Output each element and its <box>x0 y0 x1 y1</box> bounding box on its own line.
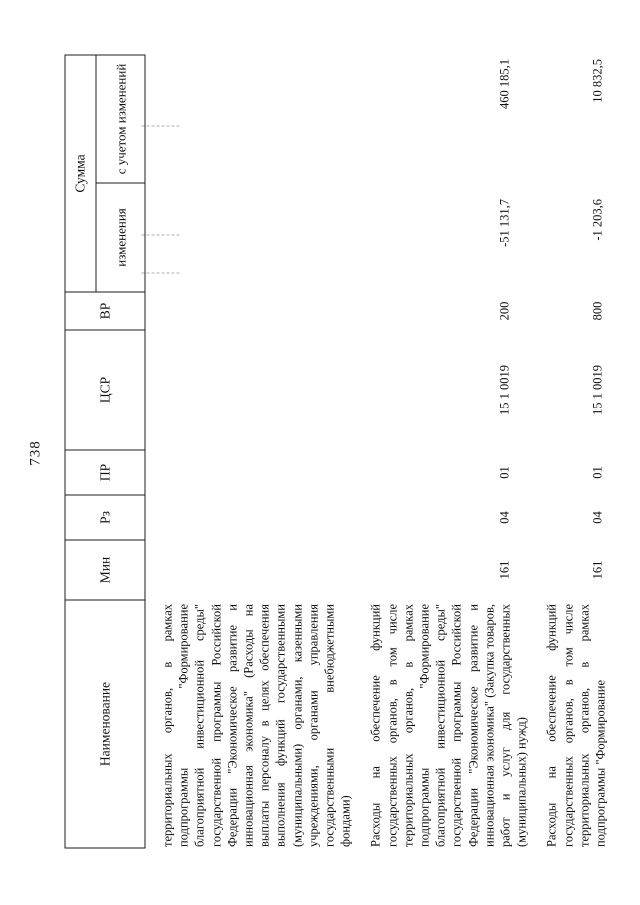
table-row <box>353 54 529 847</box>
row-with-changes-value: 10 832,5 <box>590 58 605 103</box>
row-vr-code <box>145 292 354 330</box>
header-s-uchetom-izmeneniy: с учетом изменений <box>96 54 145 182</box>
grid-dash-artifact <box>141 272 179 273</box>
row-vr-code: 800 <box>590 301 605 320</box>
table-row <box>529 54 608 847</box>
header-izmeneniya: изменения <box>96 183 145 292</box>
row-pr-code: 01 <box>497 465 512 479</box>
row-change-value <box>145 183 354 292</box>
row-name-text: Расходы на обеспечение функций государственных органов, в том числе территориальных органов, в рамках подпрограммы "Формирование благоприятной инвестиционной среды" государственной программы Российской Федерации "Экономическое развитие и инновационная экономика" (Закупка товаров, работ и услуг для государственных (муниципальных) нужд) <box>368 603 529 847</box>
table-row <box>145 54 354 847</box>
row-pr-code <box>145 450 354 495</box>
row-csr-code: 15 1 0019 <box>497 364 512 415</box>
header-pr: ПР <box>65 450 145 495</box>
row-rz-code: 04 <box>590 510 605 524</box>
header-vr: ВР <box>65 292 145 330</box>
header-summa: Сумма <box>65 54 96 291</box>
row-min-code <box>145 540 354 600</box>
table-header <box>65 54 145 847</box>
row-with-changes-value: 460 185,1 <box>497 58 512 109</box>
row-min-code: 161 <box>497 560 512 579</box>
row-csr-code <box>145 330 354 450</box>
grid-dash-artifact <box>141 234 179 235</box>
header-csr: ЦСР <box>65 330 145 450</box>
row-name-text: Расходы на обеспечение функций государственных органов, в том числе территориальных органов, в рамках подпрограммы "Формирование <box>544 603 608 847</box>
row-with-changes-value <box>145 54 354 182</box>
budget-table <box>64 54 608 848</box>
grid-dash-artifact <box>141 125 179 126</box>
table-body <box>145 54 609 847</box>
row-change-value: -1 203,6 <box>590 198 605 241</box>
row-rz-code <box>145 495 354 540</box>
row-name-text: территориальных органов, в рамках подпрограммы "Формирование благоприятной инвестиционной среды" государственной программы Российской Федерации "Экономическое развитие и инновационная экономика" (Расходы на выплаты персоналу в целях обеспечения выполнения функций государственными (муниципальными) органами, казенными учреждениями, органами управления государственными внебюджетными фондами) <box>160 603 353 847</box>
row-pr-code: 01 <box>590 465 605 479</box>
page-number: 738 <box>27 439 43 466</box>
row-csr-code: 15 1 0019 <box>590 364 605 415</box>
header-name: Наименование <box>65 600 145 848</box>
row-vr-code: 200 <box>497 301 512 320</box>
header-rz: Рз <box>65 495 145 540</box>
row-min-code: 161 <box>590 560 605 579</box>
header-min: Мин <box>65 540 145 600</box>
row-rz-code: 04 <box>497 510 512 524</box>
row-change-value: -51 131,7 <box>497 198 512 247</box>
